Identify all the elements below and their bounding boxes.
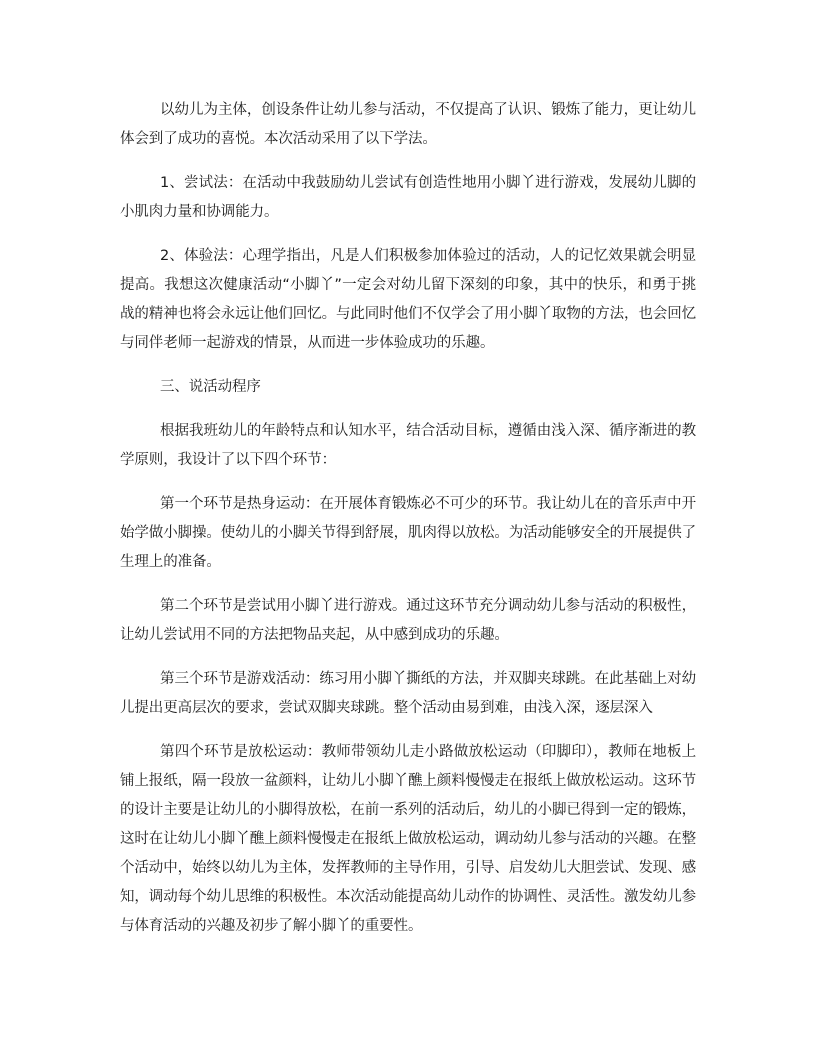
paragraph-method-trial: 1、尝试法：在活动中我鼓励幼儿尝试有创造性地用小脚丫进行游戏，发展幼儿脚的小肌肉力量和协调能力。 [120,175,696,220]
document-body [120,96,696,956]
paragraph-step-three-game: 第三个环节是游戏活动：练习用小脚丫撕纸的方法，并双脚夹球跳。在此基础上对幼儿提出更高层次的要求，尝试双脚夹球跳。整个活动由易到难，由浅入深，逐层深入 [120,671,696,716]
paragraph-method-experience: 2、体验法：心理学指出，凡是人们积极参加体验过的活动，人的记忆效果就会明显提高。我想这次健康活动“小脚丫”一定会对幼儿留下深刻的印象，其中的快乐，和勇于挑战的精神也将会永远让他们回忆。与此同时他们不仅学会了用小脚丫取物的方法，也会回忆与同伴老师一起游戏的情景，从而进一步体验成功的乐趣。 [120,248,696,351]
paragraph-intro-learning-methods: 以幼儿为主体，创设条件让幼儿参与活动，不仅提高了认识、锻炼了能力，更让幼儿体会到了成功的喜悦。本次活动采用了以下学法。 [120,102,696,147]
paragraph-procedure-overview: 根据我班幼儿的年龄特点和认知水平，结合活动目标，遵循由浅入深、循序渐进的教学原则，我设计了以下四个环节： [120,423,696,468]
paragraph-step-one-warmup: 第一个环节是热身运动：在开展体育锻炼必不可少的环节。我让幼儿在的音乐声中开始学做小脚操。使幼儿的小脚关节得到舒展，肌肉得以放松。为活动能够安全的开展提供了生理上的准备。 [120,496,696,570]
section-heading-activity-procedure: 三、说活动程序 [160,379,261,395]
paragraph-step-four-relaxation: 第四个环节是放松运动：教师带领幼儿走小路做放松运动（印脚印），教师在地板上铺上报纸，隔一段放一盆颜料，让幼儿小脚丫醮上颜料慢慢走在报纸上做放松运动。这环节的设计主要是让幼儿的小脚得放松，在前一系列的活动后，幼儿的小脚已得到一定的锻炼，这时在让幼儿小脚丫醮上颜料慢慢走在报纸上做放松运动，调动幼儿参与活动的兴趣。在整个活动中，始终以幼儿为主体，发挥教师的主导作用，引导、启发幼儿大胆尝试、发现、感知，调动每个幼儿思维的积极性。本次活动能提高幼儿动作的协调性、灵活性。激发幼儿参与体育活动的兴趣及初步了解小脚丫的重要性。 [120,744,696,934]
paragraph-step-two-trial-game: 第二个环节是尝试用小脚丫进行游戏。通过这环节充分调动幼儿参与活动的积极性，让幼儿尝试用不同的方法把物品夹起，从中感到成功的乐趣。 [120,598,696,643]
